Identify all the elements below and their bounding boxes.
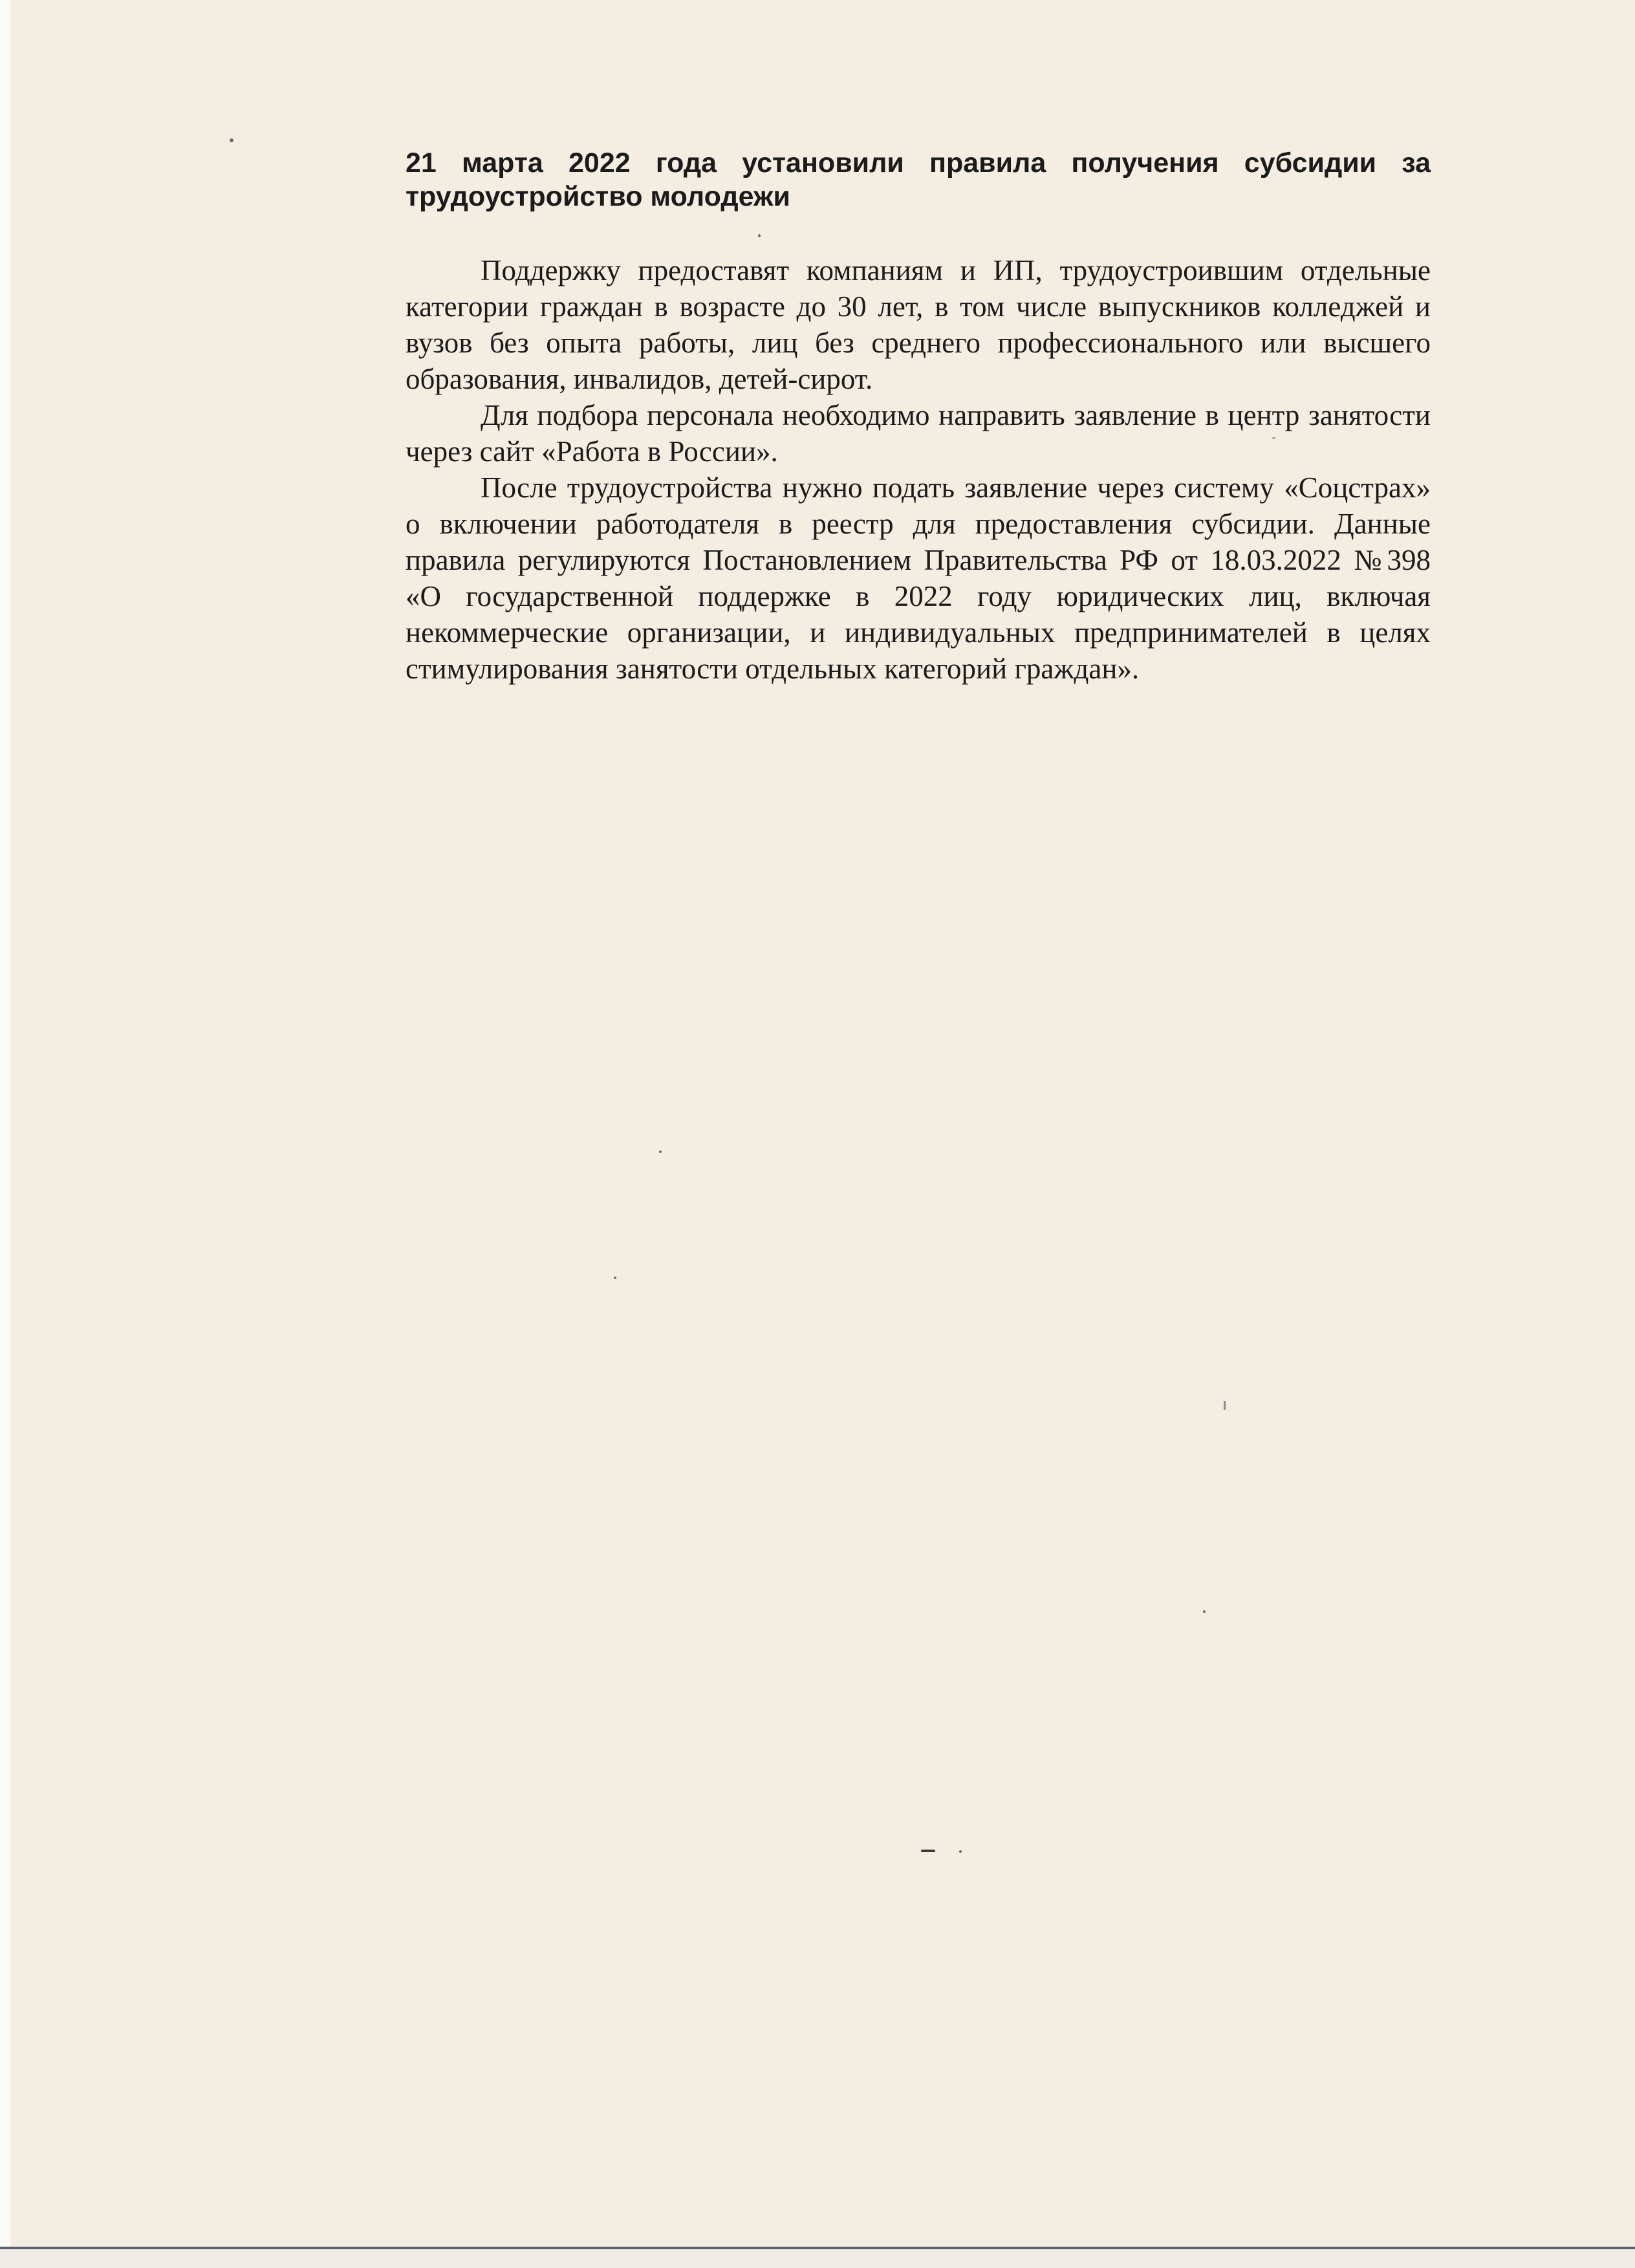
paragraph-registration: После трудоустройства нужно подать заявление через систему «Соцстрах» о включении работодателя в реестр для предоставления субсидии. Данные правила регулируются Постановлением Правительства РФ от 18.03.2022 №398 «О государственной поддержке в 2022 году юридических лиц, включая некоммерческие организации, и индивидуальных предпринимателей в целях стимулирования занятости отдельных категорий граждан». [406,471,1431,685]
paragraph-selection: Для подбора персонала необходимо направить заявление в центр занятости через сайт «Работа в России». [406,399,1431,468]
scan-speck [230,138,233,142]
scan-speck [1203,1610,1206,1613]
scan-speck [921,1850,935,1852]
document-body [406,146,1431,687]
scan-speck [1224,1401,1226,1410]
scan-speck [614,1277,616,1279]
scan-speck [959,1850,962,1853]
scan-speck [758,234,761,237]
document-heading: 21 марта 2022 года установили правила получения субсидии за трудоустройство молодежи [406,147,1431,212]
scan-speck [659,1150,662,1153]
scan-left-margin [0,0,10,2268]
scan-bottom-margin [0,2247,1635,2268]
scan-speck [1272,437,1275,439]
scan-bottom-edge [0,2247,1635,2249]
paragraph-support: Поддержку предоставят компаниям и ИП, трудоустроившим отдельные категории граждан в возрасте до 30 лет, в том числе выпускников колледжей и вузов без опыта работы, лиц без среднего профессионального или высшего образования, инвалидов, детей-сирот. [406,254,1431,395]
